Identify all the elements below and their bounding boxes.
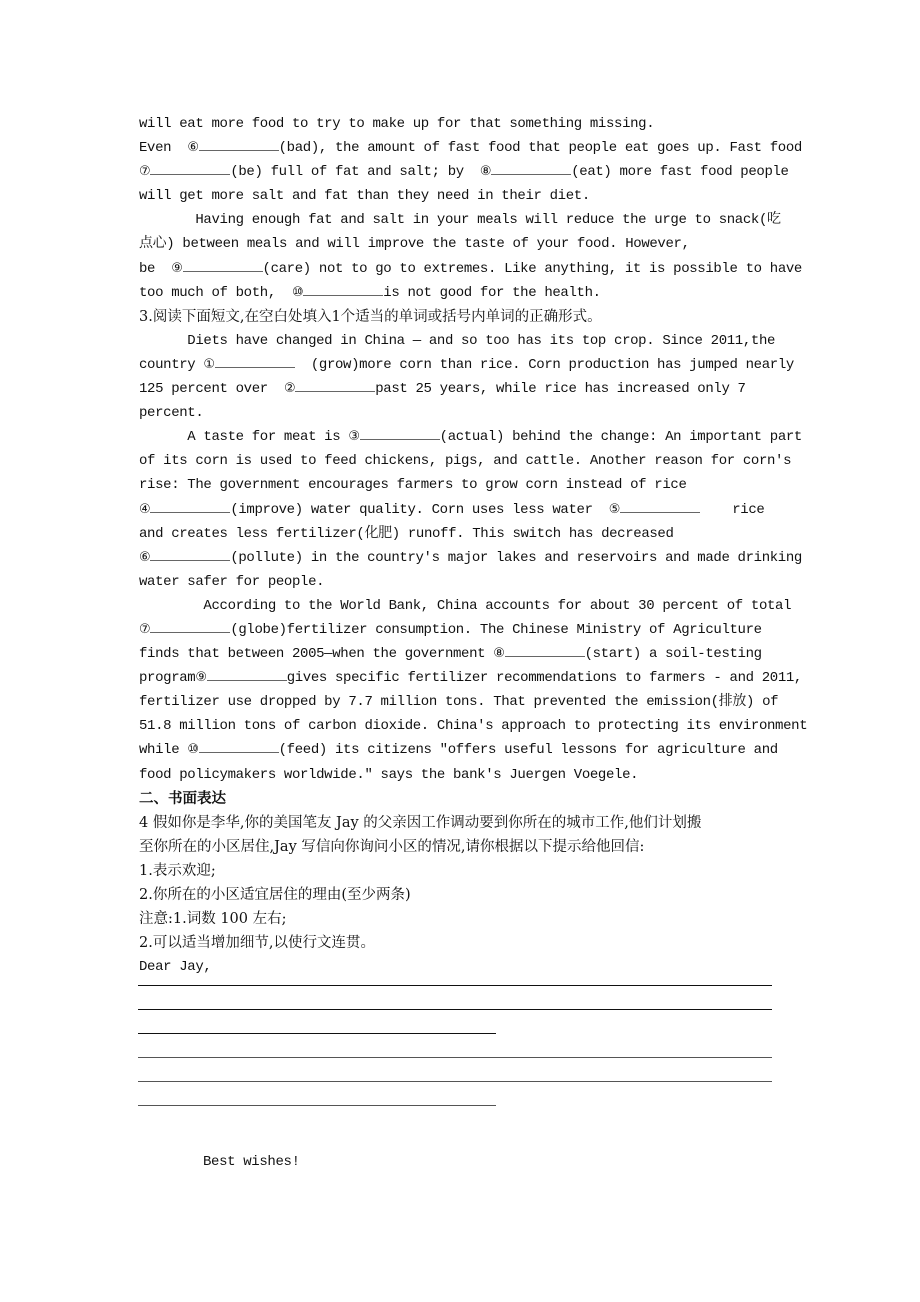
passage-line: 点心) between meals and will improve the taste of your food. However, <box>139 236 690 253</box>
blank-number: ⑦ <box>139 621 151 637</box>
passage-line <box>139 353 794 377</box>
answer-blank-7[interactable] <box>150 160 230 175</box>
blank-number: ⑥ <box>187 140 199 156</box>
text: rice <box>700 501 765 518</box>
text: past 25 years, while rice has increased only 7 <box>375 381 746 398</box>
blank-number: ⑩ <box>291 284 304 300</box>
passage-line: and creates less fertilizer(化肥) runoff. This switch has decreased <box>139 525 674 542</box>
prompt-point: 2.你所在的小区适宜居住的理由(至少两条) <box>139 887 411 903</box>
passage-line: Having enough fat and salt in your meals will reduce the urge to snack(吃 <box>139 212 781 229</box>
blank-number: ⑦ <box>139 164 151 180</box>
writing-line[interactable] <box>138 1081 772 1082</box>
writing-line[interactable] <box>138 985 772 986</box>
letter-closing: Best wishes! <box>203 1154 300 1170</box>
answer-blank-6[interactable] <box>199 136 279 151</box>
text: (feed) its citizens "offers useful lessons for agriculture and <box>278 742 778 759</box>
text: Even <box>139 140 188 157</box>
text: program <box>139 670 196 687</box>
blank-number: ② <box>283 381 296 397</box>
question-3-instruction: 3.阅读下面短文,在空白处填入1个适当的单词或括号内单词的正确形式。 <box>139 308 602 325</box>
writing-prompt: 4 假如你是李华,你的美国笔友 Jay 的父亲因工作调动要到你所在的城市工作,他们计划搬 <box>139 814 702 831</box>
blank-number: ⑨ <box>195 670 207 686</box>
text: country <box>139 356 204 373</box>
text: (start) a soil-testing <box>584 646 762 663</box>
passage-line: rise: The government encourages farmers to grow corn instead of rice <box>139 477 687 494</box>
answer-blank-10b[interactable] <box>199 738 279 753</box>
passage-line <box>139 377 784 401</box>
passage-line: According to the World Bank, China accounts for about 30 percent of total <box>139 597 792 614</box>
writing-line[interactable] <box>138 1009 772 1010</box>
answer-blank-9b[interactable] <box>207 666 287 681</box>
passage-line <box>139 257 802 281</box>
blank-number: ⑧ <box>479 164 492 180</box>
text: (improve) water quality. Corn uses less water <box>230 501 609 518</box>
answer-blank-7b[interactable] <box>150 618 230 633</box>
blank-number: ⑧ <box>493 646 505 662</box>
passage-line <box>139 666 802 690</box>
blank-number: ① <box>203 356 215 372</box>
answer-blank-5[interactable] <box>620 498 700 513</box>
text: (pollute) in the country's major lakes and reservoirs and made drinking <box>230 549 802 566</box>
passage-line: fertilizer use dropped by 7.7 million tons. That prevented the emission(排放) of <box>139 694 779 711</box>
text: (eat) more fast food people <box>571 164 789 181</box>
text: (care) not to go to extremes. Like anything, it is possible to have <box>262 260 802 277</box>
blank-number: ⑥ <box>139 549 151 565</box>
writing-line[interactable] <box>138 1057 772 1058</box>
passage-line <box>139 160 789 184</box>
blank-number: ④ <box>139 501 151 517</box>
passage-line <box>139 618 784 642</box>
passage-line <box>139 642 784 666</box>
writing-line[interactable] <box>138 1033 496 1034</box>
text: (bad), the amount of fast food that people eat goes up. Fast food <box>278 140 802 157</box>
answer-blank-3[interactable] <box>360 425 440 440</box>
passage-line <box>139 281 784 305</box>
passage-line: will get more salt and fat than they need in their diet. <box>139 188 590 205</box>
writing-line[interactable] <box>138 1105 496 1106</box>
text: A taste for meat is <box>139 429 349 446</box>
passage-line: percent. <box>139 405 204 422</box>
document-page <box>139 112 808 979</box>
blank-number: ⑩ <box>187 742 199 758</box>
writing-lines[interactable] <box>138 985 778 1129</box>
passage-line: Diets have changed in China — and so too has its top crop. Since 2011,the <box>139 332 776 349</box>
answer-blank-2[interactable] <box>295 377 375 392</box>
prompt-note: 注意:1.词数 100 左右; <box>139 911 287 928</box>
answer-blank-8[interactable] <box>491 160 571 175</box>
prompt-note: 2.可以适当增加细节,以使行文连贯。 <box>139 935 375 952</box>
passage-line <box>139 546 802 570</box>
passage-line <box>139 425 802 449</box>
answer-blank-8b[interactable] <box>505 642 585 657</box>
answer-blank-4[interactable] <box>150 498 230 513</box>
passage-line <box>139 136 802 160</box>
section-heading: 二、书面表达 <box>139 790 226 807</box>
passage-line: 51.8 million tons of carbon dioxide. China's approach to protecting its environment <box>139 718 808 735</box>
answer-blank-10[interactable] <box>303 281 383 296</box>
text: (actual) behind the change: An important part <box>439 429 802 446</box>
passage-line <box>139 498 784 522</box>
passage-line <box>139 738 784 762</box>
passage-line: food policymakers worldwide." says the bank's Juergen Voegele. <box>139 766 639 783</box>
blank-number: ⑨ <box>171 260 183 276</box>
answer-blank-9[interactable] <box>183 257 263 272</box>
text: be <box>139 260 172 277</box>
blank-number: ⑤ <box>608 501 621 517</box>
passage-line: of its corn is used to feed chickens, pigs, and cattle. Another reason for corn's <box>139 453 792 470</box>
text: (grow)more corn than rice. Corn production has jumped nearly <box>294 356 794 373</box>
blank-number: ③ <box>348 429 360 445</box>
text: gives specific fertilizer recommendations to farmers - and 2011, <box>286 670 802 687</box>
answer-blank-1[interactable] <box>215 353 295 368</box>
passage-line: water safer for people. <box>139 573 325 590</box>
text: 125 percent over <box>139 381 284 398</box>
text: finds that between 2005—when the government <box>139 646 494 663</box>
text: too much of both, <box>139 284 292 301</box>
letter-salutation: Dear Jay, <box>139 959 212 976</box>
passage-line: will eat more food to try to make up for that something missing. <box>139 116 655 132</box>
prompt-point: 1.表示欢迎; <box>139 862 216 879</box>
writing-prompt: 至你所在的小区居住,Jay 写信向你询问小区的情况,请你根据以下提示给他回信: <box>139 838 645 855</box>
answer-blank-6b[interactable] <box>150 546 230 561</box>
text: while <box>139 742 188 759</box>
text: is not good for the health. <box>383 284 601 301</box>
text: (globe)fertilizer consumption. The Chinese Ministry of Agriculture <box>230 621 762 638</box>
text: (be) full of fat and salt; by <box>230 164 480 181</box>
